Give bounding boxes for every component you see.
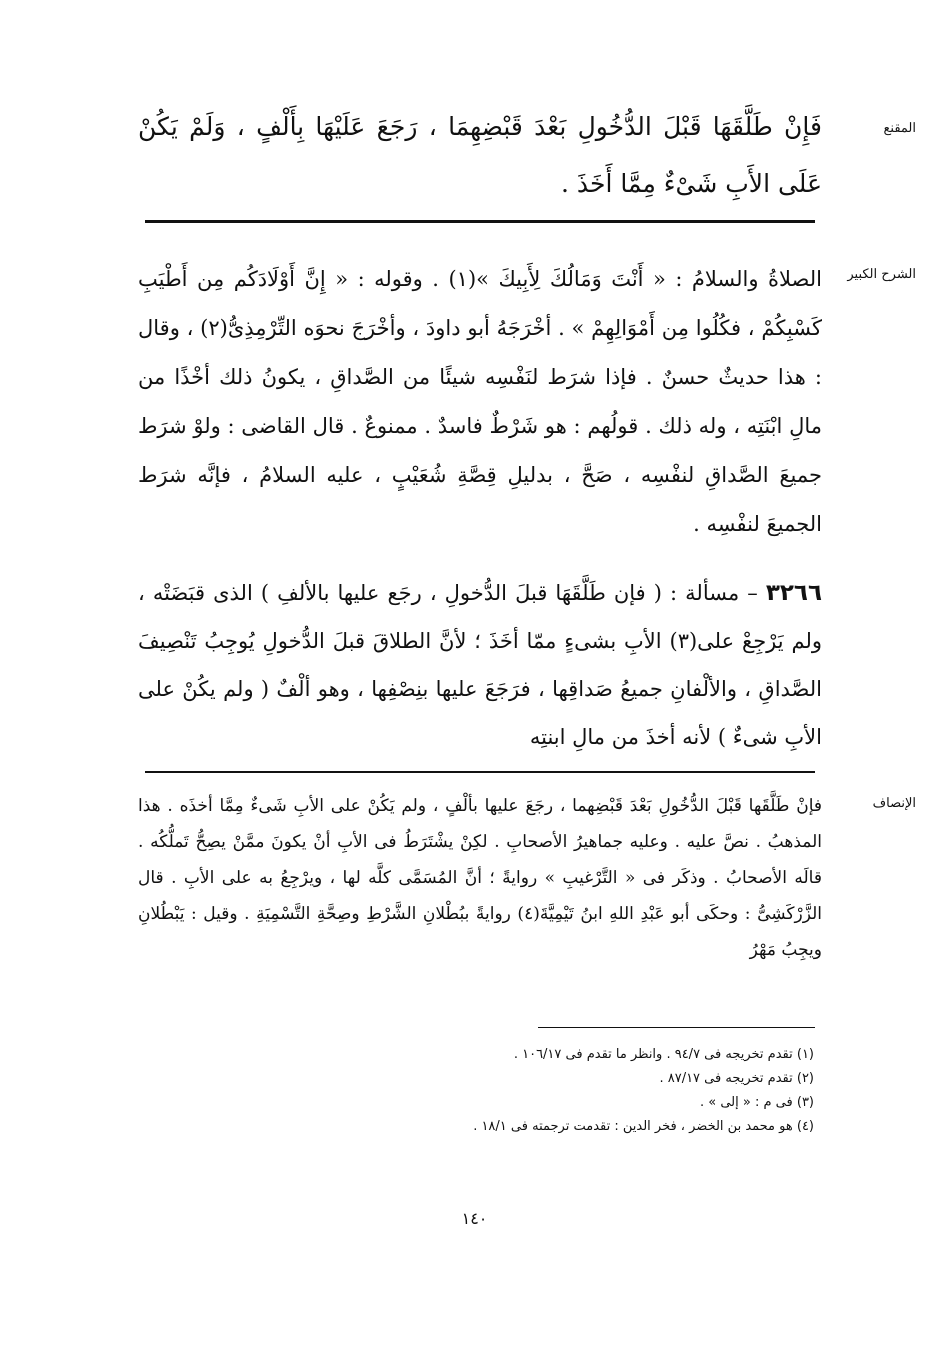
footnote-2: (٢) تقدم تخريجه فى ٨٧/١٧ . xyxy=(659,1071,814,1086)
footnotes xyxy=(200,1043,814,1139)
insaf-text: فإنْ طَلَّقَها قَبْلَ الدُّخُولِ بَعْدَ قَبْضِهما ، رجَعَ عليها بألْفٍ ، ولم يَكُنْ على الأبِ شَىءٌ مِمَّا أخذَه . هذا المذهبُ . نصَّ عليه . وعليه جماهيرُ الأصحابِ . لكِنْ يشْتَرَطُ فى الأبِ أنْ يكونَ ممَّنْ يصِحُّ تَملُّكُه . قالَه الأصحابُ . وذكَر فى « التَّرْغيبِ » روايةً ؛ أنَّ المُسَمَّى كلَّه لها ، ويرْجِعُ به على الأبِ . قال الزَّرْكَشِىُّ : وحكَى أبو عَبْدِ اللهِ ابنُ تَيْمِيَّةَ(٤) روايةً ببُطْلانِ الشَّرْطِ وصِحَّةِ التَّسْمِيَةِ . وقيل : يَبْطُلانِ ويجِبُ مَهْرُ xyxy=(138,796,822,960)
sharh-text: الصلاةُ والسلامُ : « أَنْتَ وَمَالُكَ لِأَبِيكَ »(١) . وقوله : « إِنَّ أَوْلَادَكُم مِن أَطْيَبِ كَسْبِكُمْ ، فكُلُوا مِن أَمْوَالِهِمْ » . أخْرَجَهُ أبو داودَ ، وأخْرَجَ نحوَه التِّرْمِذِىُّ(٢) ، وقال : هذا حديثٌ حسنٌ . فإذا شرَط لنَفْسِه شيئًا من الصَّداقِ ، يكونُ ذلك أخْذًا من مالِ ابْنَتِه ، وله ذلك . قولُهم : هو شَرْطٌ فاسدٌ . ممنوعٌ . قال القاضى : ولوْ شرَط جميعَ الصَّداقِ لنفْسِه ، صَحَّ ، بدليلِ قِصَّةِ شُعَيْبٍ ، عليه السلامُ ، فإنَّه شرَط الجميعَ لنفْسِه . xyxy=(138,267,822,536)
muqni-text: فَإِنْ طَلَّقَهَا قَبْلَ الدُّخُولِ بَعْدَ قَبْضِهِمَا ، رَجَعَ عَلَيْهَا بِأَلْفٍ ، وَلَمْ يَكُنْ عَلَى الأَبِ شَىْءٌ مِمَّا أَخَذَ . xyxy=(138,112,822,198)
muqni-section-label: المقنع xyxy=(883,121,916,136)
sharh-section-label: الشرح الكبير xyxy=(847,267,916,282)
footnote-1: (١) تقدم تخريجه فى ٩٤/٧ . وانظر ما تقدم فى ١٠٦/١٧ . xyxy=(513,1047,814,1062)
insaf-section-label: الإنصاف xyxy=(872,796,916,811)
page-number: ١٤٠ xyxy=(461,1209,488,1228)
masala-paragraph xyxy=(138,569,822,761)
masala-number: ٣٢٦٦ xyxy=(765,580,822,606)
insaf-divider xyxy=(145,771,815,773)
section-divider xyxy=(145,220,815,223)
masala-text: – مسألة : ( فإن طَلَّقَهَا قبلَ الدُّخولِ ، رجَع عليها بالألفِ ) الذى قبَضَتْه ، ولم يَرْجِعْ على(٣) الأبِ بشىءٍ ممّا أخَذَ ؛ لأنَّ الطلاقَ قبلَ الدُّخولِ يُوجِبُ تَنْصِيفَ الصَّداقِ ، والألْفانِ جميعُ صَداقِها ، فرَجَعَ عليها بنِصْفِها ، وهو ألْفٌ ( ولم يكُنْ على الأبِ شىءٌ ) لأنه أخذَ من مالِ ابنتِه xyxy=(138,581,822,749)
footnote-4: (٤) هو محمد بن الخضر ، فخر الدين : تقدمت ترجمته فى ١٨/١ . xyxy=(473,1119,814,1134)
footnote-divider xyxy=(538,1027,815,1028)
footnote-3: (٣) فى م : « إلى » . xyxy=(700,1095,814,1110)
